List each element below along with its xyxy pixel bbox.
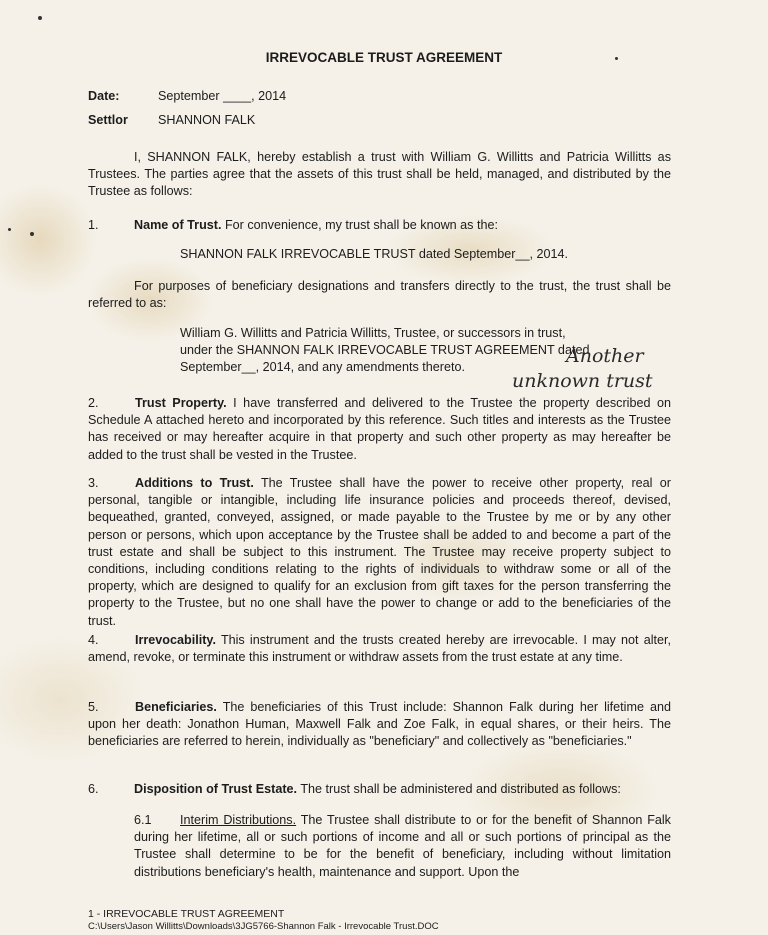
handwritten-note-unknown-trust: unknown trust (512, 370, 653, 392)
section-3-paragraph (88, 475, 671, 630)
section-4-number: 4. (88, 633, 99, 647)
section-5-paragraph (88, 699, 671, 751)
section-2-heading: Trust Property. (135, 396, 227, 410)
section-6-1-number: 6.1 (134, 813, 152, 827)
footer-file-path: C:\Users\Jason Willitts\Downloads\3JG5766-Shannon Falk - Irrevocable Trust.DOC (88, 921, 439, 932)
section-1-text: For convenience, my trust shall be known as the: (224, 218, 498, 232)
trust-reference-line-3: September__, 2014, and any amendments thereto. (180, 360, 465, 374)
date-label: Date: (88, 89, 120, 103)
section-2-text: I have transferred and delivered to the Trustee the property described on Schedule A attached hereto and incorporated by this reference. Such titles and interests as the Trustee has received or may hereafter acquire in that property and such other property as may hereafter be added to the trust shall be vested in the Trustee. (88, 396, 671, 462)
purposes-paragraph: For purposes of beneficiary designations and transfers directly to the trust, the trust shall be referred to as: (88, 279, 671, 311)
section-5-text: The beneficiaries of this Trust include: Shannon Falk during her lifetime and upon her death: Jonathon Human, Maxwell Falk and Zoe Falk, in equal shares, or their heirs. The beneficiaries are referred to herein, individually as "beneficiary" and collectively as "beneficiaries." (88, 700, 671, 749)
section-3-text: The Trustee shall have the power to receive other property, real or personal, tangible or intangible, including life insurance policies and proceeds thereof, devised, bequeathed, granted, conveyed, assigned, or made payable to the Trustee by me or by any other person or persons, which upon acceptance by the Trustee shall be added to and become a part of the trust estate and shall be subject to this instrument. The Trustee may receive property subject to conditions, including conditions relating to the rights of individuals to withdraw some or all of the property, which are designed to qualify for an exclusion from gift taxes for the person transferring the property to the Trustee, but no one shall have the power to change or add to the beneficiaries of the trust. (88, 476, 671, 628)
footer-title: 1 - IRREVOCABLE TRUST AGREEMENT (88, 908, 285, 920)
stray-mark (615, 57, 618, 60)
trust-reference-line-2: under the SHANNON FALK IRREVOCABLE TRUST AGREEMENT dated (180, 343, 590, 357)
section-4-paragraph (88, 632, 671, 666)
section-3-heading: Additions to Trust. (135, 476, 254, 490)
date-value: September ____, 2014 (158, 89, 287, 103)
section-5-number: 5. (88, 700, 99, 714)
section-2-paragraph (88, 395, 671, 464)
section-1-number: 1. (88, 218, 99, 232)
section-4-text: This instrument and the trusts created hereby are irrevocable. I may not alter, amend, revoke, or terminate this instrument or withdraw assets from the trust estate at any time. (88, 633, 671, 665)
trust-reference-line-1: William G. Willitts and Patricia Willitts, Trustee, or successors in trust, (180, 326, 566, 340)
section-6-1-text: The Trustee shall distribute to or for the benefit of Shannon Falk during her lifetime, all or such portions of income and all or such portions of principal as the Trustee shall determine to be for the benefit of beneficiary, including without limitation distributions beneficiary's health, maintenance and support. Upon the (134, 813, 671, 879)
section-1-heading: Name of Trust. (134, 218, 222, 232)
settlor-label: Settlor (88, 113, 128, 127)
section-4-heading: Irrevocability. (135, 633, 216, 647)
section-6-number: 6. (88, 782, 99, 796)
section-5-heading: Beneficiaries. (135, 700, 217, 714)
stray-mark (8, 228, 11, 231)
settlor-value: SHANNON FALK (158, 113, 256, 127)
stray-mark (30, 232, 34, 236)
section-6-1-paragraph (134, 812, 671, 881)
section-6-1-heading: Interim Distributions. (180, 813, 297, 827)
intro-paragraph: I, SHANNON FALK, hereby establish a trust with William G. Willitts and Patricia Willitts as Trustees. The parties agree that the assets of this trust shall be held, managed, and distributed by the Trustee as follows: (88, 150, 671, 199)
handwritten-note-another: Another (566, 345, 644, 367)
stray-mark (38, 16, 42, 20)
section-6-line (134, 781, 621, 798)
trust-name-line: SHANNON FALK IRREVOCABLE TRUST dated September__, 2014. (180, 247, 569, 261)
section-2-number: 2. (88, 396, 99, 410)
section-6-text: The trust shall be administered and distributed as follows: (300, 782, 621, 796)
document-title: IRREVOCABLE TRUST AGREEMENT (265, 50, 503, 65)
section-1-line (134, 217, 498, 234)
section-3-number: 3. (88, 476, 99, 490)
section-6-heading: Disposition of Trust Estate. (134, 782, 298, 796)
